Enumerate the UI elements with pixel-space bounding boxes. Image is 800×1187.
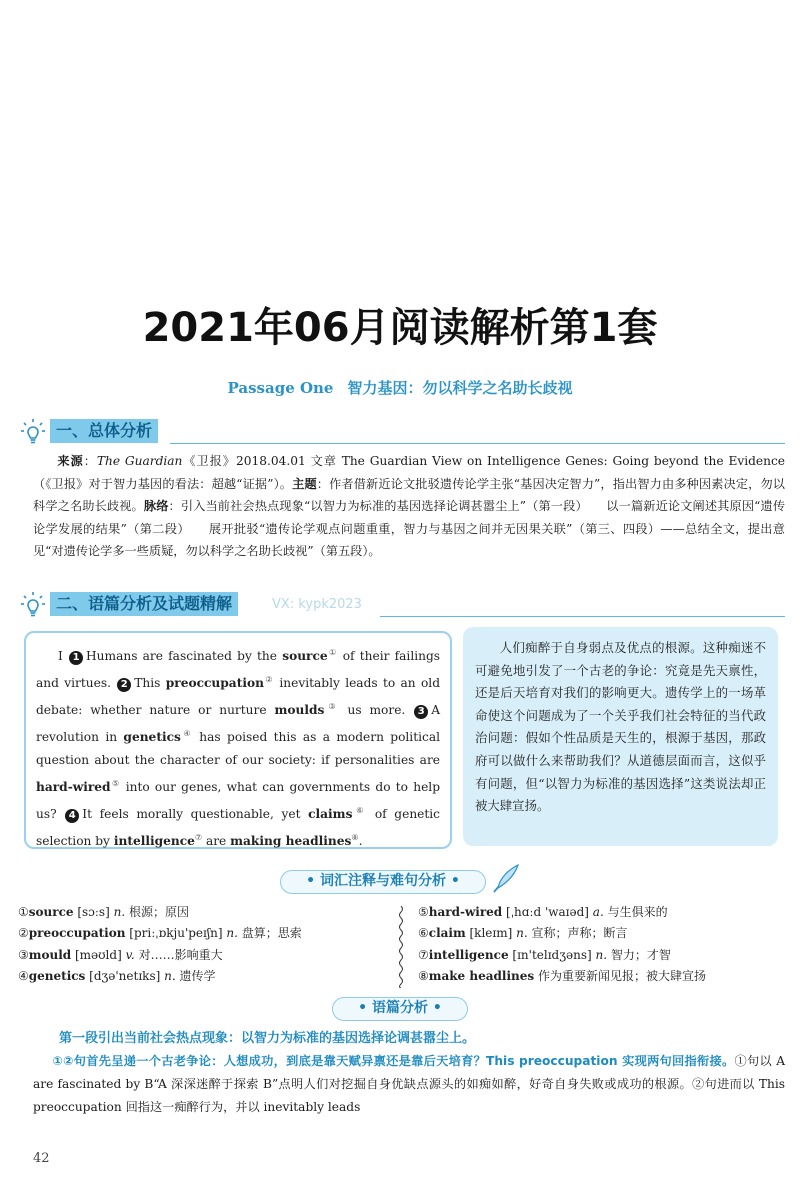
footnote-marker: ⑤ [110, 779, 121, 789]
footnote-marker: ④ [180, 729, 193, 739]
vocab-item [18, 902, 302, 923]
english-passage-box [24, 631, 452, 849]
section-divider [170, 443, 785, 444]
vocab-definition: 作为重要新闻见报；被大肆宣扬 [537, 969, 706, 984]
footnote-marker: ① [327, 648, 338, 657]
passage-title [0, 377, 800, 398]
vocab-definition: 智力；才智 [607, 947, 671, 962]
passage-text: . [358, 834, 363, 849]
wavy-divider [397, 906, 405, 988]
footnote-marker: ⑦ [194, 833, 203, 843]
vocab-pronunciation: [ɪn'telɪdʒəns] [508, 947, 596, 962]
vocab-word: hard-wired [428, 905, 503, 919]
vocab-definition: 根源；原因 [125, 905, 189, 919]
vocab-number: ④ [18, 969, 29, 984]
vocab-pronunciation: [kleɪm] [465, 926, 517, 941]
analysis-highlight: ①②句首先呈递一个古老争论：人想成功，到底是靠天赋异禀还是靠后天培育？This preoccupation 实现两句回指衔接。 [52, 1054, 735, 1068]
passage-text: A revolution in [36, 703, 440, 745]
vocab-pos: n. [595, 947, 608, 962]
vocab-term: moulds [274, 703, 325, 718]
section-label: 二、语篇分析及试题精解 [50, 592, 238, 616]
vocab-number: ⑦ [418, 947, 429, 962]
vocab-pos: a. [592, 905, 604, 919]
translation-text: 人们痴醉于自身弱点及优点的根源。这种痴迷不可避免地引发了一个古老的争论：究竟是先天禀性，还是后天培育对我们的影响更大。遗传学上的一场革命使这个问题成为了一个关乎我们社会特征的当代政治问题：假如个性品质是天生的，根源于基因，那政府可以做什么来帮助我们？从道德层面而言，这似乎有问题，但“以智力为标准的基因选择”这类说法却正被大肆宣扬。 [475, 640, 766, 814]
passage-subtitle: 智力基因：勿以科学之名助长歧视 [347, 379, 573, 397]
vocab-number: ⑥ [418, 926, 429, 941]
overview-paragraph [33, 450, 785, 563]
vocab-word: make headlines [428, 969, 535, 984]
passage-text: has poised this as a modern political question about the character of our society: if personalities are [36, 730, 440, 768]
vocab-number: ⑤ [418, 905, 429, 919]
passage-text: This [134, 676, 166, 691]
structure-text: ：引入当前社会热点现象“以智力为标准的基因选择论调甚嚣尘上”（第一段） 以一篇新近论文阐述其原因“遗传论学发展的结果”（第二段） 展开批驳“遗传论学观点问题重重，智力与基因之间并无因果关联”（第三、四段）——总结全文，提出意见“对遗传论学多一些质疑，勿以科学之名助长歧视”（第五段）。 [33, 499, 786, 559]
sentence-number: 2 [117, 678, 131, 692]
page-title: 2021年06月阅读解析第1套 [142, 305, 658, 351]
source-publication: The Guardian [96, 454, 183, 468]
vocab-item [18, 966, 302, 987]
source-keyword: 来源 [57, 454, 84, 468]
theme-keyword: 主题 [292, 476, 317, 491]
vocab-item [18, 945, 302, 966]
theme-text: ：作者借新近论文批驳遗传论学主张“基因决定智力”，指出智力由多种因素决定，勿以科学之名助长歧视。 [33, 476, 785, 514]
vocab-section-header: • 词汇注释与难句分析 • [280, 870, 486, 894]
passage-text: inevitably leads to an old debate: whether nature or nurture [36, 676, 441, 718]
vocab-pronunciation: [priːˌɒkju'peɪʃn] [125, 926, 227, 941]
vocab-definition: 与生俱来的 [603, 905, 668, 919]
section-divider [380, 616, 785, 617]
section-header-discourse [18, 590, 238, 618]
vocab-definition: 宣称；声称；断言 [527, 926, 628, 941]
vocab-term: making headlines [230, 834, 352, 849]
vocab-pos: n. [226, 926, 238, 941]
vocab-number: ③ [18, 947, 29, 962]
vocab-item [418, 902, 706, 923]
vocab-term: genetics [123, 730, 181, 745]
passage-text: are [202, 834, 231, 849]
vocab-list-right [418, 902, 706, 988]
analysis-body: ①句以 A are fascinated by B“A 深深迷醉于探索 B”点明人们对挖掘自身优缺点源头的如痴如醉，好奇自身失败或成功的根源。②句进而以 This preoccupation 回指这一痴醉行为，并以 inevitably leads [33, 1054, 785, 1114]
passage-number: Passage One [227, 379, 334, 397]
vocab-pronunciation: [ˌhɑːd 'waɪəd] [502, 905, 593, 919]
vocab-definition: 遗传学 [175, 969, 216, 984]
vocab-pos: n. [516, 926, 528, 941]
passage-text: It feels morally questionable, yet [82, 807, 309, 822]
vocab-pronunciation: [sɔːs] [73, 905, 114, 919]
colon: ： [83, 454, 97, 468]
chinese-translation-box [463, 627, 778, 846]
vocab-definition: 对……影响重大 [134, 947, 223, 962]
vocab-definition: 盘算；思索 [237, 926, 302, 941]
footnote-marker: ⑥ [352, 806, 368, 816]
vocab-item [418, 945, 706, 966]
vocab-list-left [18, 902, 302, 988]
sentence-number: 4 [65, 809, 79, 823]
vocab-word: mould [28, 947, 72, 962]
passage-text: Humans are fascinated by the [86, 649, 283, 664]
passage-text: of genetic selection by [36, 807, 440, 849]
vocab-word: intelligence [428, 947, 509, 962]
vocab-pos: n. [164, 969, 176, 984]
vocab-number: ② [18, 926, 29, 941]
footnote-marker: ② [263, 675, 275, 685]
vocab-number: ⑧ [418, 969, 429, 984]
paragraph-marker: I [58, 649, 63, 664]
vocab-word: preoccupation [28, 926, 126, 941]
quill-icon [488, 862, 522, 896]
analysis-summary: 第一段引出当前社会热点现象：以智力为标准的基因选择论调甚嚣尘上。 [59, 1031, 476, 1046]
vocab-pronunciation: [məʊld] [71, 947, 126, 962]
lightbulb-icon [18, 417, 48, 445]
structure-keyword: 脉络 [143, 499, 169, 514]
passage-text: into our genes, what can governments do to help us? [36, 780, 441, 822]
watermark-text: VX: kypk2023 [272, 597, 362, 612]
vocab-pos: v. [125, 947, 135, 962]
vocab-word: claim [428, 926, 466, 941]
sentence-number: 1 [69, 651, 83, 665]
vocab-term: source [282, 649, 328, 664]
vocab-term: preoccupation [165, 676, 264, 691]
footnote-marker: ⑧ [351, 833, 359, 843]
passage-text: us more. [339, 703, 414, 718]
passage-text: of their failings and virtues. [36, 649, 441, 691]
vocab-word: genetics [28, 969, 86, 984]
vocab-term: hard-wired [36, 780, 111, 795]
vocab-number: ① [18, 905, 29, 919]
vocab-term: intelligence [113, 834, 195, 849]
vocab-item [418, 923, 706, 944]
vocab-item [18, 923, 302, 944]
vocab-term: claims [308, 807, 353, 822]
page-number: 42 [33, 1151, 50, 1166]
section-header-overview [18, 417, 158, 445]
vocab-pronunciation: [dʒə'netɪks] [85, 969, 165, 984]
footnote-marker: ③ [324, 702, 340, 712]
lightbulb-icon [18, 590, 48, 618]
vocab-word: source [28, 905, 74, 919]
source-text: 《卫报》2018.04.01 文章 The Guardian View on Intelligence Genes: Going beyond the Evidence（《卫报》对于智力基因的看法：超越“证据”）。 [33, 454, 786, 491]
section-label: 一、总体分析 [50, 419, 158, 443]
discourse-section-header: • 语篇分析 • [332, 997, 468, 1021]
analysis-paragraphs [33, 1027, 785, 1119]
sentence-number: 3 [414, 705, 428, 719]
vocab-item [418, 966, 706, 987]
vocab-pos: n. [113, 905, 126, 919]
